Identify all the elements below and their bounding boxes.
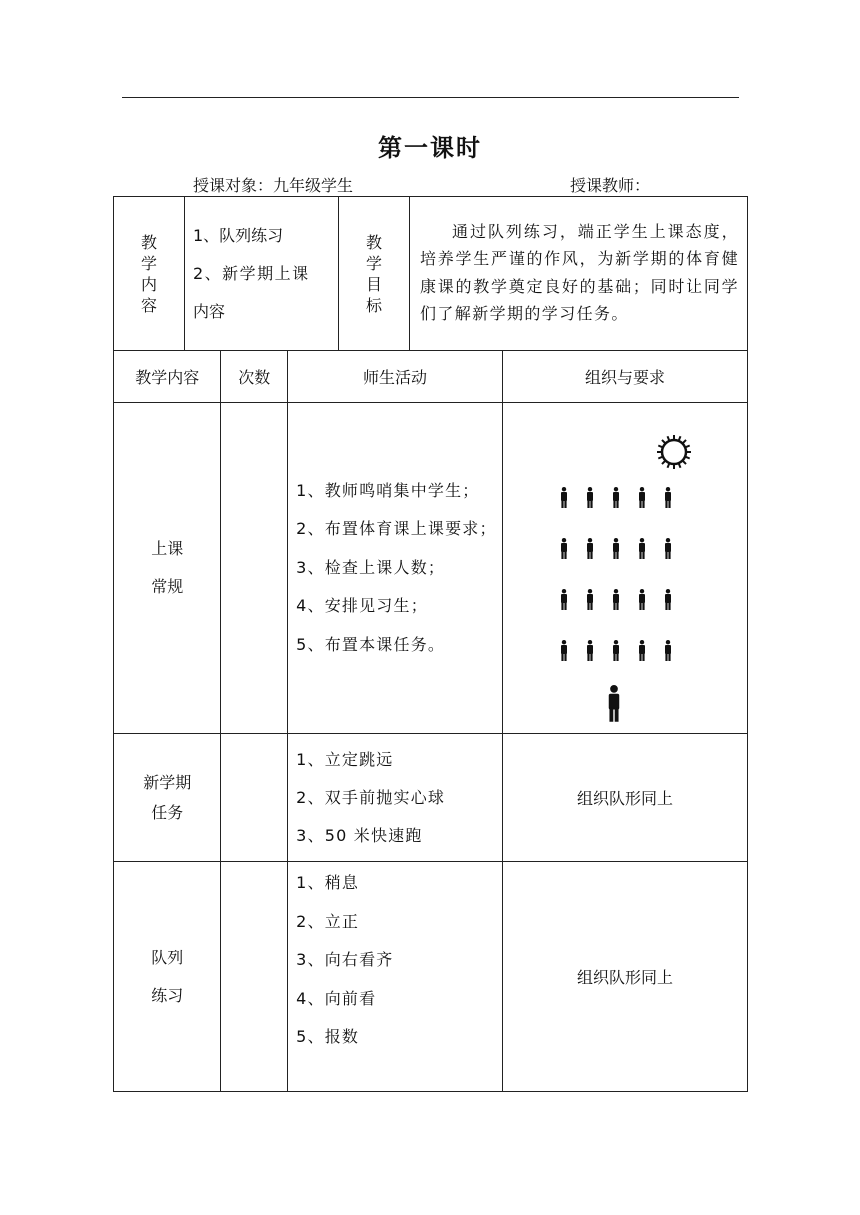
person-icon: [613, 640, 619, 661]
row-content-cell: [114, 862, 221, 1092]
row-content-line: 练习: [151, 985, 184, 1005]
content-item: 1、队列练习: [193, 225, 284, 245]
person-icon: [639, 538, 645, 559]
content-label-char: 学: [140, 253, 157, 273]
activity-item: 2、布置体育课上课要求；: [296, 519, 497, 539]
row-organization-cell: 组织队形同上: [503, 862, 748, 1092]
person-icon: [561, 538, 567, 559]
activity-item: 2、双手前抛实心球: [296, 787, 446, 807]
table-row: [114, 734, 748, 862]
activity-item: 1、教师鸣哨集中学生；: [296, 480, 480, 500]
person-icon: [613, 487, 619, 508]
goal-label-char: 目: [365, 274, 382, 294]
goal-text: 通过队列练习，端正学生上课态度，培养学生严谨的作风，为新学期的体育健康课的教学奠定良好的基础；同时让同学们了解新学期的学习任务。: [420, 221, 739, 323]
content-items-cell: [185, 197, 339, 351]
goal-label-char: 标: [365, 295, 382, 315]
row-organization-cell: [503, 403, 748, 734]
person-icon: [587, 487, 593, 508]
activity-item: 3、向右看齐: [296, 950, 394, 969]
row-count-cell: [221, 734, 288, 862]
activity-item: 2、立正: [296, 911, 360, 931]
activity-item: 4、向前看: [296, 988, 377, 1008]
activity-item: 1、稍息: [296, 873, 360, 892]
goal-label-cell: [339, 197, 410, 351]
row-activities-cell: [288, 734, 503, 862]
row-activities-cell: [288, 862, 503, 1092]
row-content-cell: [114, 403, 221, 734]
lesson-summary-table: [113, 196, 748, 351]
person-icon: [639, 487, 645, 508]
goal-text-cell: [410, 197, 748, 351]
person-icon: [561, 487, 567, 508]
activity-item: 5、布置本课任务。: [296, 634, 446, 654]
goal-label-char: 学: [365, 253, 382, 273]
row-content-cell: [114, 734, 221, 862]
person-icon: [561, 589, 567, 610]
content-label-char: 教: [140, 232, 157, 252]
person-icon: [639, 640, 645, 661]
row-count-cell: [221, 862, 288, 1092]
row-content-line: 任务: [151, 802, 184, 822]
table-row: [114, 403, 748, 734]
table-header-row: [114, 351, 748, 403]
sun-icon: [657, 435, 691, 469]
content-label-char: 内: [140, 274, 157, 294]
person-icon: [665, 487, 671, 508]
content-label-cell: [114, 197, 185, 351]
person-icon: [665, 589, 671, 610]
person-icon: [613, 538, 619, 559]
activity-item: 5、报数: [296, 1027, 360, 1046]
activity-item: 3、检查上课人数；: [296, 557, 446, 577]
row-content-line: 队列: [151, 947, 184, 967]
content-label-char: 容: [140, 295, 157, 315]
goal-label-char: 教: [365, 232, 382, 252]
row-content-line: 上课: [151, 539, 184, 558]
person-icon: [613, 589, 619, 610]
content-item: 2、新学期上课: [193, 263, 310, 283]
person-icon: [561, 640, 567, 661]
teacher-label: 授课教师：: [570, 176, 651, 195]
row-content-line: 常规: [151, 577, 184, 596]
header-count: 次数: [221, 351, 288, 403]
header-organization: 组织与要求: [503, 351, 748, 403]
header-content: 教学内容: [114, 351, 221, 403]
row-activities-cell: [288, 403, 503, 734]
header-rule: [122, 97, 739, 98]
formation-diagram: [503, 404, 747, 733]
content-item: 内容: [193, 301, 226, 321]
person-icon: [639, 589, 645, 610]
row-count-cell: [221, 403, 288, 734]
activity-item: 4、安排见习生；: [296, 596, 428, 616]
target-students: 授课对象：九年级学生: [193, 176, 354, 195]
row-content-line: 新学期: [143, 772, 192, 792]
person-icon: [587, 538, 593, 559]
lesson-plan-table: [113, 350, 748, 1092]
person-icon: [665, 640, 671, 661]
person-icon: [609, 685, 620, 722]
page-title: 第一课时: [378, 134, 482, 162]
person-icon: [587, 640, 593, 661]
person-icon: [665, 538, 671, 559]
activity-item: 3、50 米快速跑: [296, 825, 423, 845]
row-organization-cell: 组织队形同上: [503, 734, 748, 862]
table-row: [114, 862, 748, 1092]
person-icon: [587, 589, 593, 610]
header-activities: 师生活动: [288, 351, 503, 403]
activity-item: 1、立定跳远: [296, 749, 394, 769]
